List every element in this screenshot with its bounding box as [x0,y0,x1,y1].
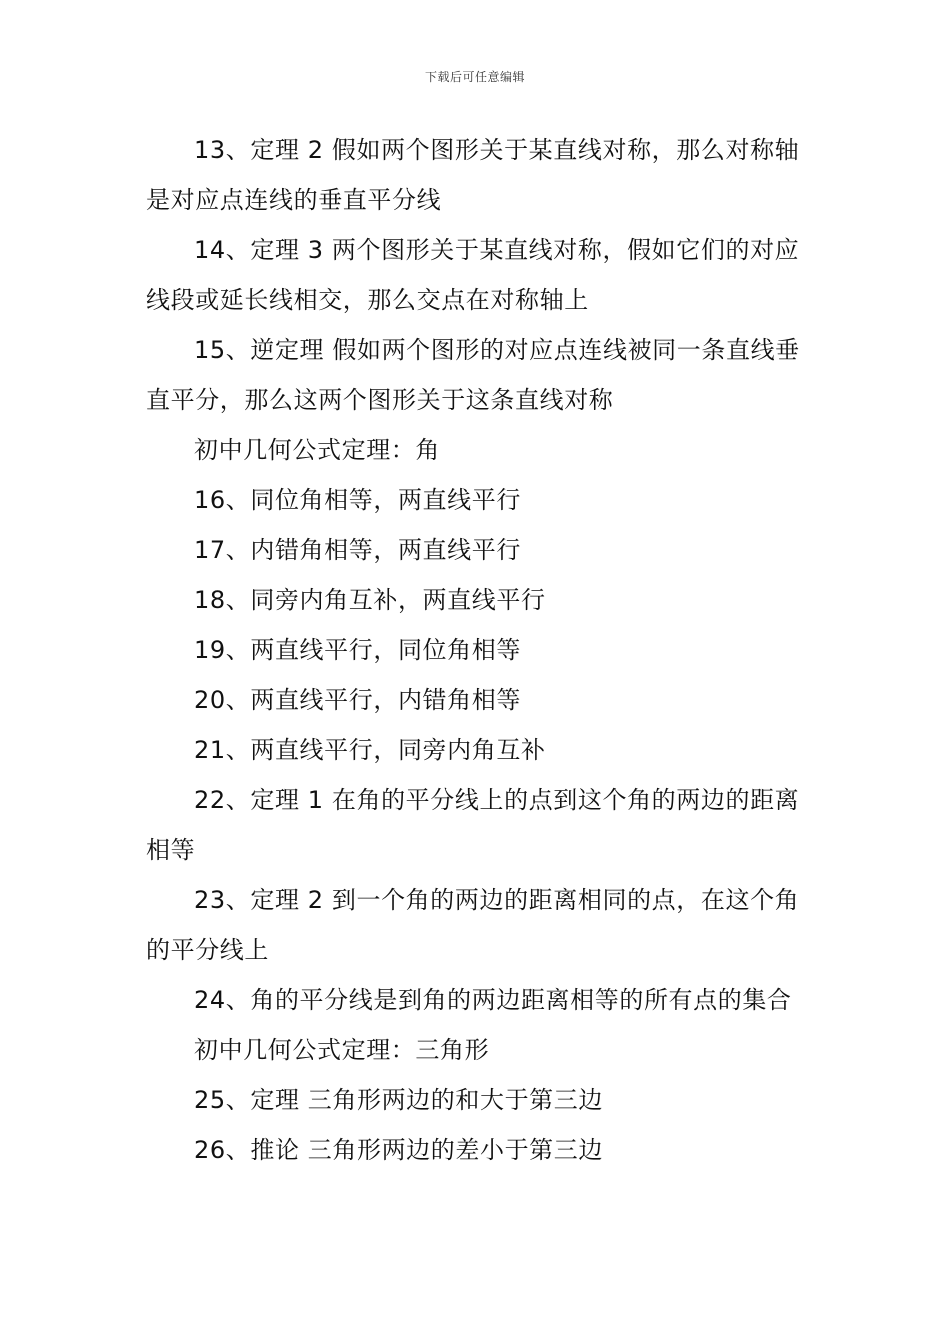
paragraph-17: 17、内错角相等，两直线平行 [194,536,521,564]
section-heading-triangle: 初中几何公式定理：三角形 [194,1036,490,1064]
paragraph-18: 18、同旁内角互补，两直线平行 [194,586,546,614]
paragraph-14: 14、定理 3 两个图形关于某直线对称，假如它们的对应线段或延长线相交，那么交点在对称轴上 [146,236,800,314]
paragraph-22: 22、定理 1 在角的平分线上的点到这个角的两边的距离相等 [146,786,800,864]
section-heading-angle: 初中几何公式定理：角 [194,436,440,464]
paragraph-23: 23、定理 2 到一个角的两边的距离相同的点，在这个角的平分线上 [146,886,800,964]
page-header: 下载后可任意编辑 [424,70,525,84]
paragraph-16: 16、同位角相等，两直线平行 [194,486,521,514]
paragraph-13: 13、定理 2 假如两个图形关于某直线对称，那么对称轴是对应点连线的垂直平分线 [146,136,800,214]
paragraph-19: 19、两直线平行，同位角相等 [194,636,521,664]
document-body [146,125,806,1175]
paragraph-26: 26、推论 三角形两边的差小于第三边 [194,1136,603,1164]
paragraph-25: 25、定理 三角形两边的和大于第三边 [194,1086,603,1114]
paragraph-24: 24、角的平分线是到角的两边距离相等的所有点的集合 [194,986,792,1014]
paragraph-15: 15、逆定理 假如两个图形的对应点连线被同一条直线垂直平分，那么这两个图形关于这条直线对称 [146,336,800,414]
paragraph-21: 21、两直线平行，同旁内角互补 [194,736,546,764]
paragraph-20: 20、两直线平行，内错角相等 [194,686,521,714]
